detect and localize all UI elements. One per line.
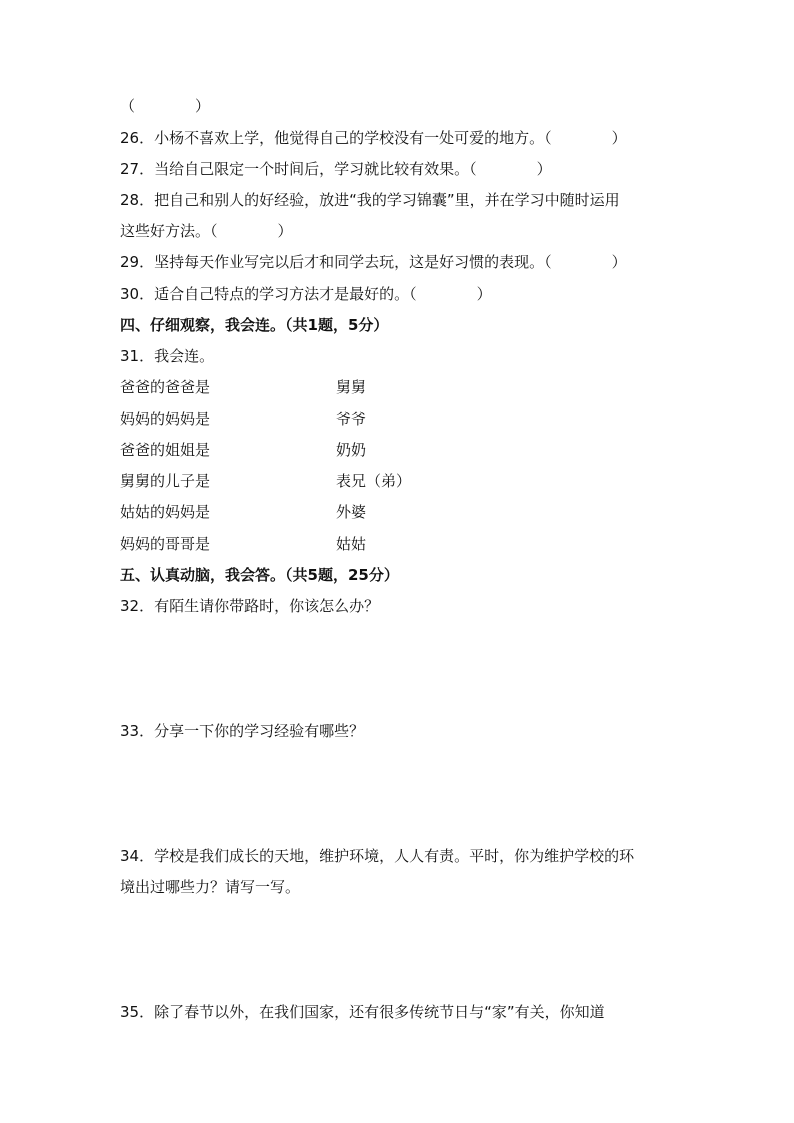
- question-35: 35．除了春节以外，在我们国家，还有很多传统节日与“家”有关，你知道: [120, 1003, 605, 1021]
- question-30: 30．适合自己特点的学习方法才是最好的。（ ）: [120, 285, 492, 303]
- match-left-item: 妈妈的哥哥是: [120, 535, 211, 553]
- question-28-line1: 28．把自己和别人的好经验，放进“我的学习锦囊”里，并在学习中随时运用: [120, 191, 620, 209]
- answer-blank-line: （ ）: [120, 97, 211, 115]
- match-right-item: 姑姑: [336, 535, 367, 553]
- match-right-item: 舅舅: [336, 378, 367, 396]
- match-left-item: 姑姑的妈妈是: [120, 503, 211, 521]
- match-left-item: 妈妈的妈妈是: [120, 410, 211, 428]
- match-right-item: 爷爷: [336, 410, 367, 428]
- question-26: 26．小杨不喜欢上学，他觉得自己的学校没有一处可爱的地方。（ ）: [120, 129, 627, 147]
- match-right-item: 奶奶: [336, 441, 367, 459]
- question-31: 31．我会连。: [120, 347, 215, 365]
- question-34-line1: 34．学校是我们成长的天地，维护环境，人人有责。平时，你为维护学校的环: [120, 847, 635, 865]
- match-right-item: 表兄（弟）: [336, 472, 412, 490]
- question-29: 29．坚持每天作业写完以后才和同学去玩，这是好习惯的表现。（ ）: [120, 253, 627, 271]
- match-right-item: 外婆: [336, 503, 367, 521]
- question-32: 32．有陌生请你带路时，你该怎么办？: [120, 597, 380, 615]
- question-28-line2: 这些好方法。（ ）: [120, 222, 293, 240]
- question-34-line2: 境出过哪些力？请写一写。: [120, 878, 301, 896]
- question-27: 27．当给自己限定一个时间后，学习就比较有效果。（ ）: [120, 160, 552, 178]
- section-5-heading: 五、认真动脑，我会答。（共5题，25分）: [120, 566, 399, 584]
- section-4-heading: 四、仔细观察，我会连。（共1题，5分）: [120, 316, 389, 334]
- match-left-item: 爸爸的爸爸是: [120, 378, 211, 396]
- question-33: 33．分享一下你的学习经验有哪些？: [120, 722, 365, 740]
- match-left-item: 爸爸的姐姐是: [120, 441, 211, 459]
- match-left-item: 舅舅的儿子是: [120, 472, 211, 490]
